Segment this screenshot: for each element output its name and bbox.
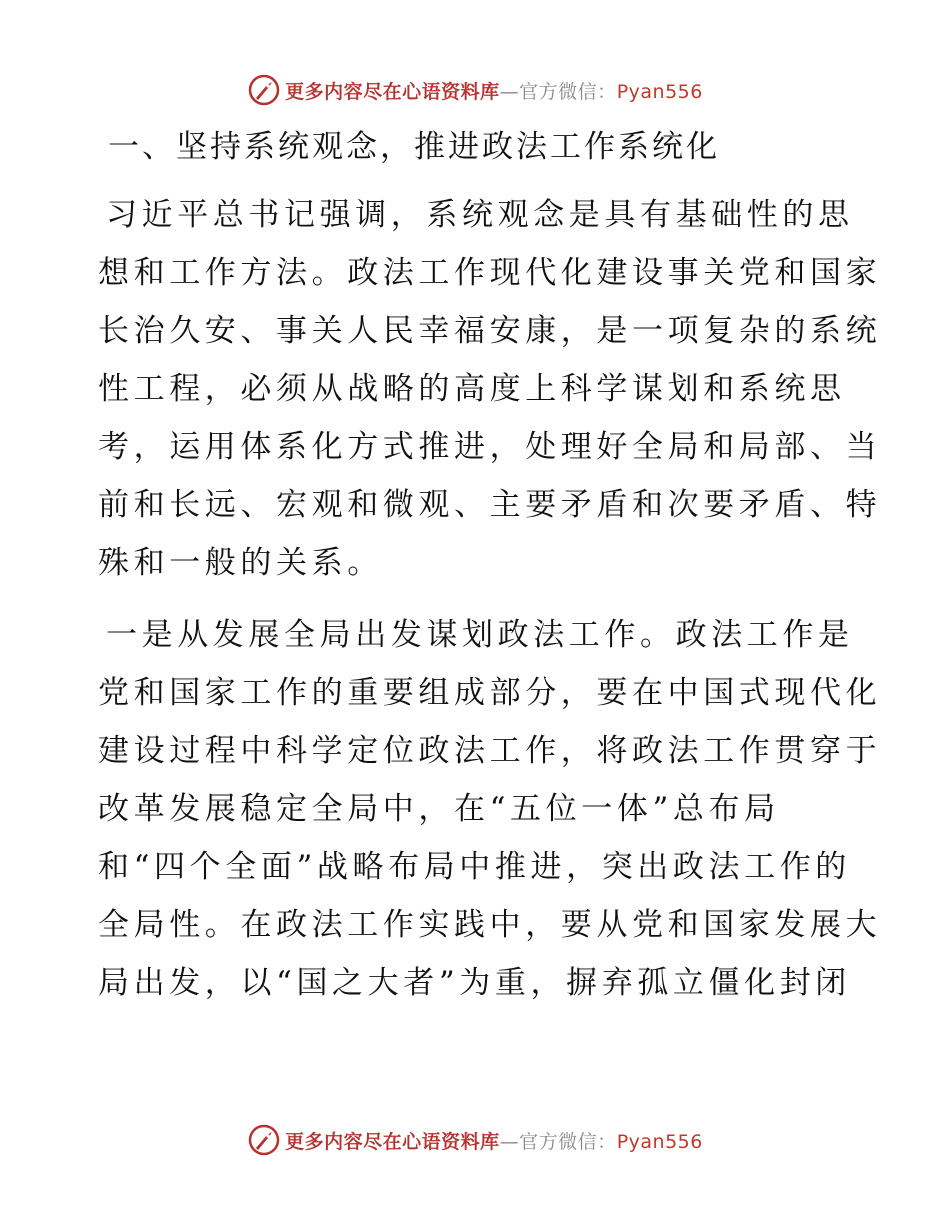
section-heading: 一、坚持系统观念，推进政法工作系统化	[108, 129, 720, 165]
header-banner	[0, 70, 950, 110]
paragraph-line: 改革发展稳定全局中，在“五位一体”总布局	[98, 791, 780, 827]
paragraph-line: 长治久安、事关人民幸福安康，是一项复杂的系统	[98, 313, 882, 349]
paragraph-line: 习近平总书记强调，系统观念是具有基础性的思	[106, 197, 854, 233]
paragraph-1	[98, 186, 882, 592]
pen-nib-logo-icon	[247, 73, 281, 107]
banner-text	[285, 77, 703, 104]
paragraph-line: 党和国家工作的重要组成部分，要在中国式现代化	[98, 675, 882, 711]
paragraph-line: 前和长远、宏观和微观、主要矛盾和次要矛盾、特	[98, 487, 882, 523]
paragraph-line: 局出发，以“国之大者”为重，摒弃孤立僵化封闭	[98, 965, 851, 1001]
banner-wechat-id: Pyan556	[616, 1130, 703, 1153]
banner-label: 官方微信：	[519, 80, 617, 103]
paragraph-line: 考，运用体系化方式推进，处理好全局和局部、当	[98, 429, 882, 465]
document-body	[98, 118, 882, 1026]
banner-brand: 更多内容尽在心语资料库	[285, 80, 500, 103]
banner-wechat-id: Pyan556	[616, 80, 703, 103]
paragraph-line: 殊和一般的关系。	[98, 545, 383, 581]
paragraph-line: 性工程，必须从战略的高度上科学谋划和系统思	[98, 371, 846, 407]
paragraph-line: 一是从发展全局出发谋划政法工作。政法工作是	[106, 617, 854, 653]
pen-nib-logo-icon	[247, 1123, 281, 1157]
footer-banner	[0, 1120, 950, 1160]
banner-brand: 更多内容尽在心语资料库	[285, 1130, 500, 1153]
banner-text	[285, 1127, 703, 1154]
banner-label: 官方微信：	[519, 1130, 617, 1153]
paragraph-line: 建设过程中科学定位政法工作，将政法工作贯穿于	[98, 733, 882, 769]
paragraph-line: 全局性。在政法工作实践中，要从党和国家发展大	[98, 907, 882, 943]
paragraph-2	[98, 606, 882, 1012]
banner-dash: —	[499, 80, 520, 103]
banner-dash: —	[499, 1130, 520, 1153]
paragraph-line: 想和工作方法。政法工作现代化建设事关党和国家	[98, 255, 882, 291]
paragraph-line: 和“四个全面”战略布局中推进，突出政法工作的	[98, 849, 851, 885]
